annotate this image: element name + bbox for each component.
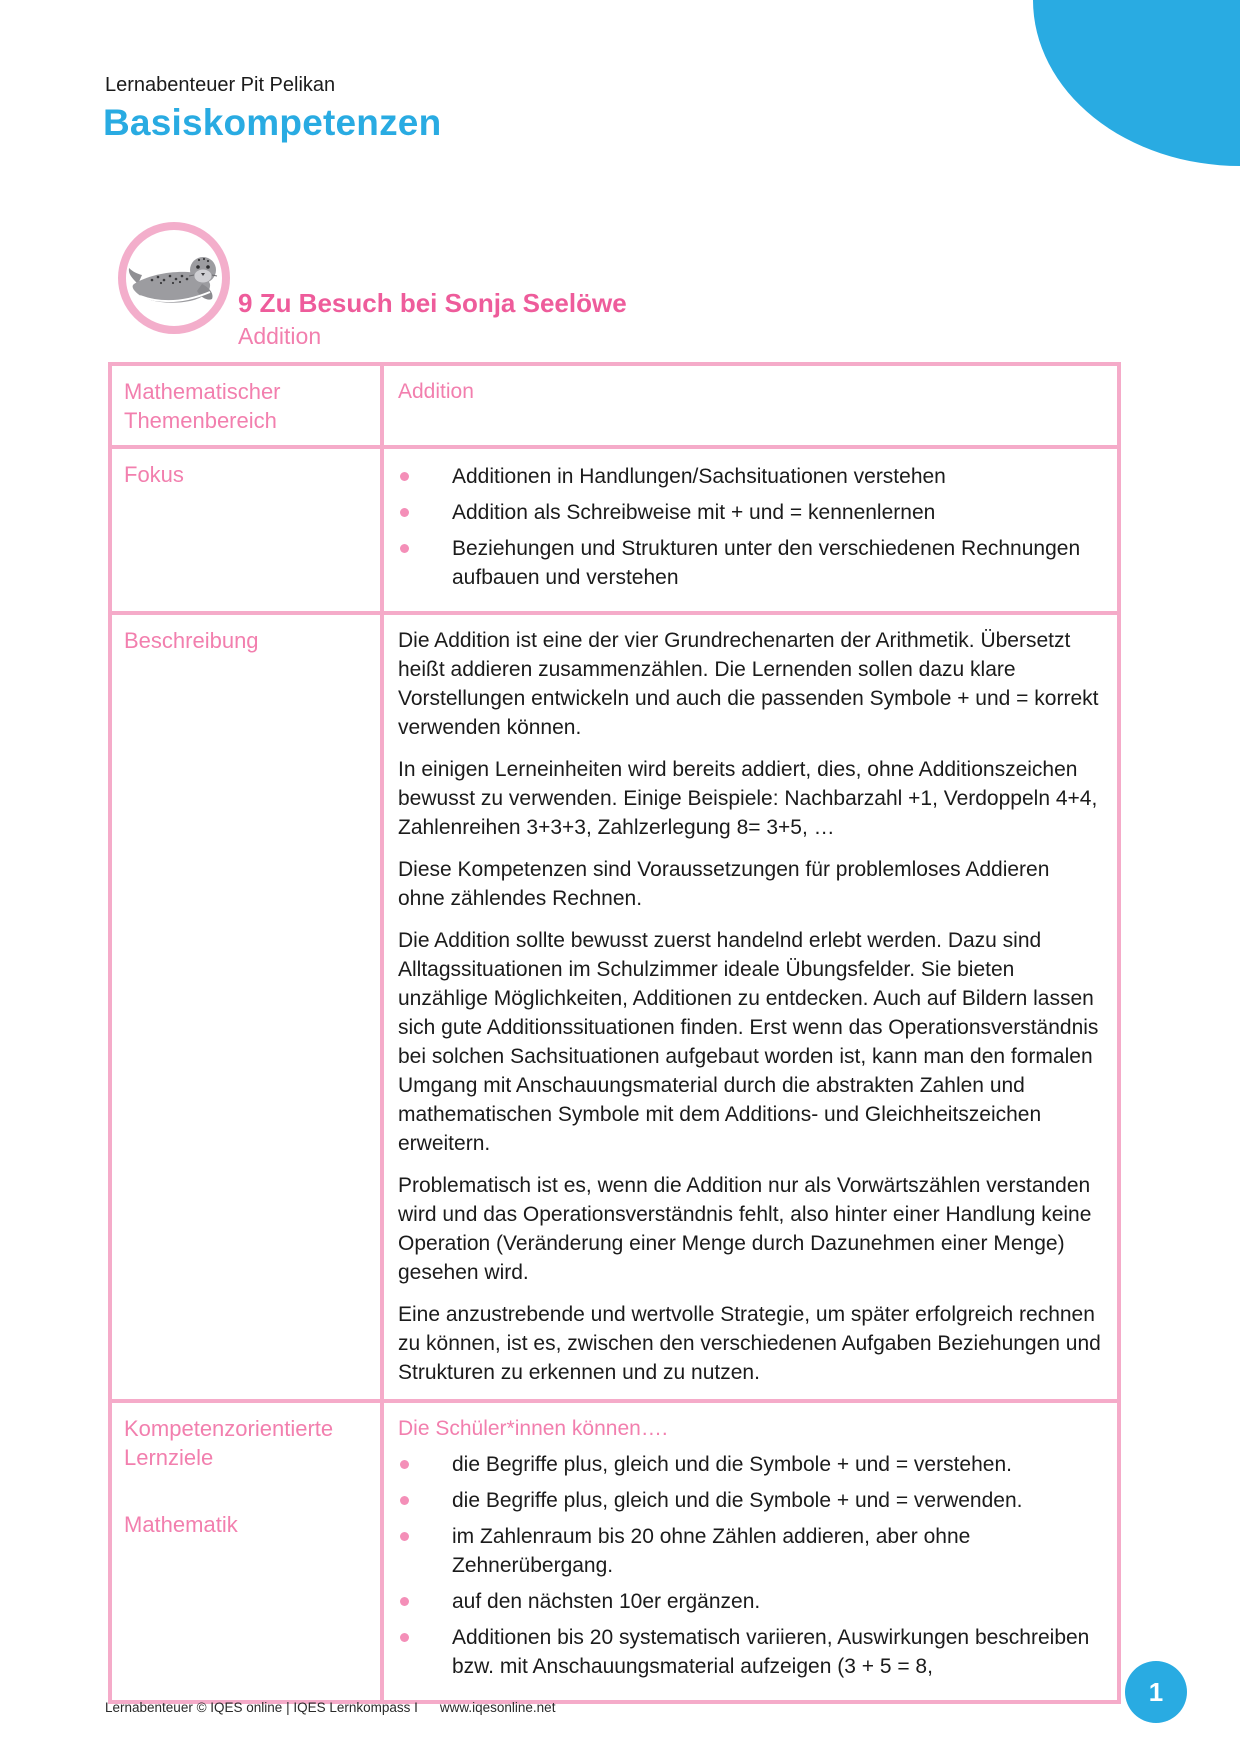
list-item: im Zahlenraum bis 20 ohne Zählen addieren, aber ohne Zehnerübergang. [398,1522,1101,1580]
paragraph: In einigen Lerneinheiten wird bereits addiert, dies, ohne Additionszeichen bewusst zu verwenden. Einige Beispiele: Nachbarzahl +1, Verdoppeln 4+4, Zahlenreihen 3+3+3, Zahlzerlegung 8= 3+5, … [398,758,1098,839]
table-row-lernziele [112,1399,1117,1700]
list-item: Beziehungen und Strukturen unter den verschiedenen Rechnungen aufbauen und verstehen [398,534,1101,592]
page-number-badge [1125,1661,1187,1723]
table-row-fokus [112,445,1117,611]
lernziele-bullet-list [398,1450,1101,1681]
list-item: Addition als Schreibweise mit + und = kennenlernen [398,498,1101,527]
list-item: Additionen bis 20 systematisch variieren, Auswirkungen beschreiben bzw. mit Anschauungsmaterial aufzeigen (3 + 5 = 8, [398,1623,1101,1681]
list-item: Additionen in Handlungen/Sachsituationen verstehen [398,462,1101,491]
cell-fokus [384,449,1117,611]
footer [105,1700,555,1715]
lernziele-intro: Die Schüler*innen können…. [398,1417,668,1440]
label-mathematik: Mathematik [124,1512,238,1537]
page-number: 1 [1148,1676,1164,1707]
cell-lernziele [384,1403,1117,1700]
list-item: auf den nächsten 10er ergänzen. [398,1587,1101,1616]
list-item: die Begriffe plus, gleich und die Symbole + und = verwenden. [398,1486,1101,1515]
section-subtitle: Addition [238,323,322,349]
row-label-themenbereich: Mathematischer Themenbereich [112,366,384,445]
section-header [238,288,627,351]
table-row-themenbereich [112,366,1117,445]
seal-logo [114,218,234,338]
corner-decoration [1033,0,1240,166]
cell-themenbereich-value: Addition [398,380,474,403]
label-lernziele: Kompetenzorientierte Lernziele [124,1416,334,1470]
paragraph: Eine anzustrebende und wertvolle Strategie, um später erfolgreich rechnen zu können, ist es, zwischen den verschiedenen Aufgaben Beziehungen und Strukturen zu erkennen und zu nutzen. [398,1303,1101,1384]
table-row-beschreibung [112,611,1117,1399]
paragraph: Die Addition ist eine der vier Grundrechenarten der Arithmetik. Übersetzt heißt addieren zusammenzählen. Die Lernenden sollen dazu klare Vorstellungen entwickeln und auch die passenden Symbole + und = korrekt verwenden können. [398,629,1099,739]
seal-icon [114,218,234,338]
cell-beschreibung [384,615,1117,1399]
list-item: die Begriffe plus, gleich und die Symbole + und = verstehen. [398,1450,1101,1479]
page-title: Basiskompetenzen [103,102,442,143]
section-title: 9 Zu Besuch bei Sonja Seelöwe [238,288,627,318]
footer-credit-text: Lernabenteuer © IQES online | IQES Lernkompass I [105,1700,418,1715]
paragraph: Die Addition sollte bewusst zuerst handelnd erlebt werden. Dazu sind Alltagssituationen im Schulzimmer ideale Übungsfelder. Sie bieten unzählige Möglichkeiten, Additionen zu entdecken. Auch auf Bildern lassen sich gute Additionssituationen finden. Erst wenn das Operationsverständnis bei solchen Sachsituationen aufgebaut worden ist, kann man den formalen Umgang mit Anschauungsmaterial durch die abstrakten Zahlen und mathematischen Symbole mit dem Additions- und Gleichheitszeichen erweitern. [398,929,1099,1155]
paragraph: Problematisch ist es, wenn die Addition nur als Vorwärtszählen verstanden wird und das Operationsverständnis fehlt, also hinter einer Handlung keine Operation (Veränderung einer Menge durch Dazunehmen einer Menge) gesehen wird. [398,1174,1092,1284]
row-label-fokus: Fokus [112,449,384,611]
row-label-lernziele [112,1403,384,1700]
row-label-beschreibung: Beschreibung [112,615,384,1399]
footer-url-link[interactable]: www.iqesonline.net [439,1700,556,1715]
series-title: Lernabenteuer Pit Pelikan [105,74,336,96]
fokus-bullet-list [398,462,1101,592]
paragraph: Diese Kompetenzen sind Voraussetzungen für problemloses Addieren ohne zählendes Rechnen. [398,858,1050,910]
competency-table [108,362,1121,1704]
